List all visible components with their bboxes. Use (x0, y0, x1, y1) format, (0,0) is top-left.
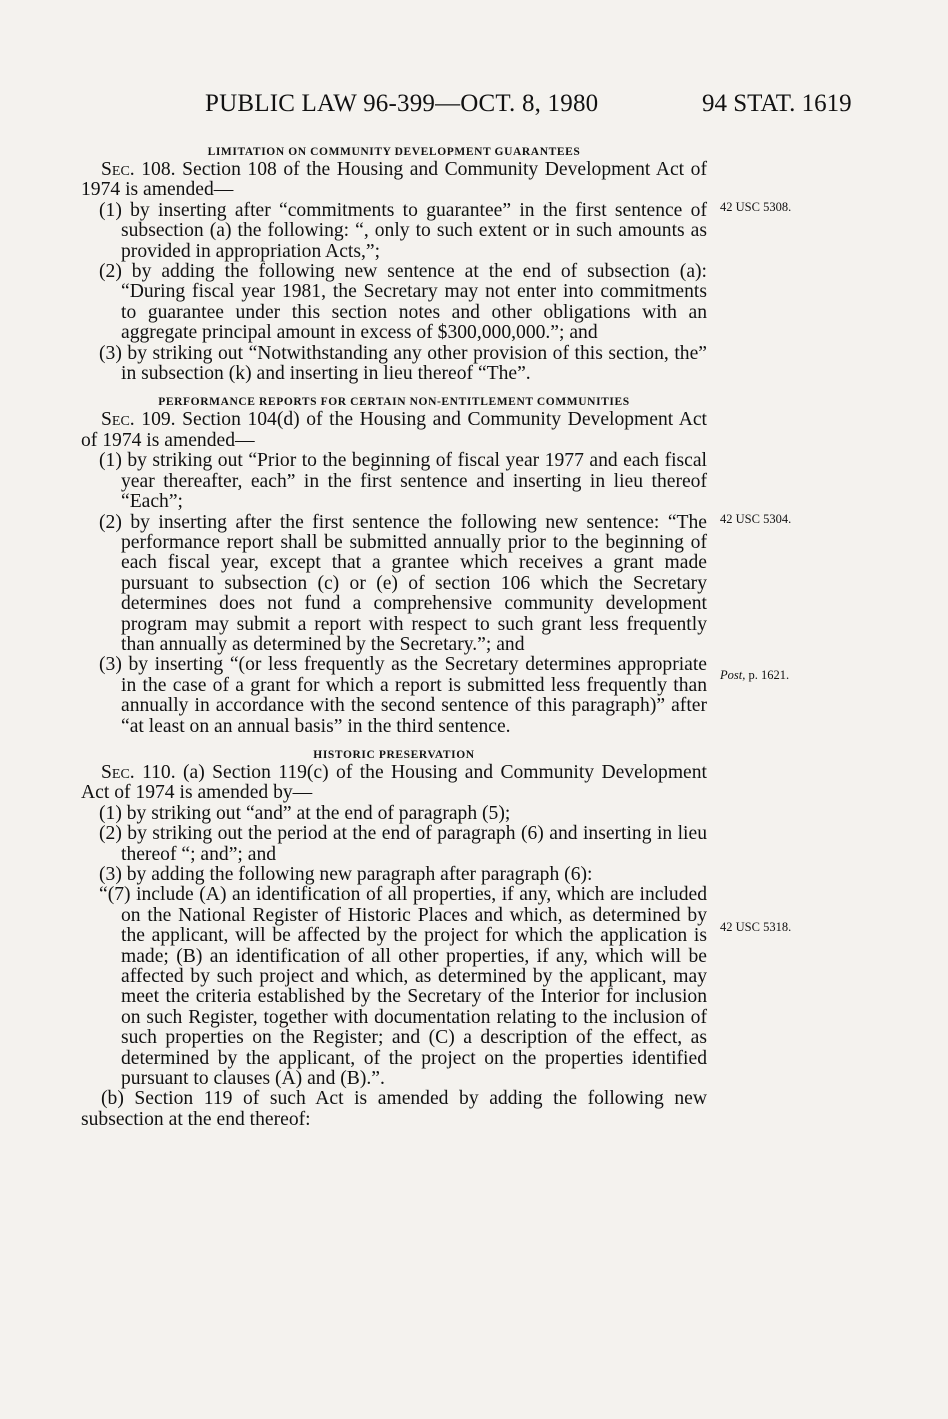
paragraph-109-3: (3) by inserting “(or less frequently as the Secretary determines appropriate in the case of a grant for which a report is submitted less frequently than annually in accordance with the second sentence of this paragraph)” after “at least on an annual basis” in the third sentence. (99, 654, 707, 737)
running-head (0, 90, 948, 130)
paragraph-109-2: (2) by inserting after the first sentence the following new sentence: “The performance report shall be submitted annually prior to the beginning of each fiscal year, except that a grantee which receives a grant made pursuant to subsection (c) or (e) of section 106 which the Secretary determines does not fund a comprehensive community development program may submit a report with respect to such grant less frequently than annually as determined by the Secretary.”; and (99, 511, 707, 655)
paragraph-110-3: (3) by adding the following new paragraph after paragraph (6): (99, 864, 593, 885)
page-header-stat: 94 STAT. 1619 (702, 90, 852, 117)
section-intro-text: 109. Section 104(d) of the Housing and Community Development Act of 1974 is amended— (81, 409, 707, 451)
paragraph-109-1: (1) by striking out “Prior to the beginning of fiscal year 1977 and each fiscal year thereafter, each” in the first sentence and inserting in lieu thereof “Each”; (99, 450, 707, 513)
page-header-title: PUBLIC LAW 96-399—OCT. 8, 1980 (205, 90, 599, 117)
page-body (81, 144, 707, 1130)
margin-note-usc-5308: 42 USC 5308. (720, 200, 792, 214)
paragraph-108-3: (3) by striking out “Notwithstanding any other provision of this section, the” in subsection (k) and inserting in lieu thereof “The”. (99, 342, 707, 385)
paragraph-110-2: (2) by striking out the period at the end of paragraph (6) and inserting in lieu thereof “; and”; and (99, 823, 707, 865)
sec-label: Sec. (101, 159, 135, 180)
paragraph-108-1: (1) by inserting after “commitments to guarantee” in the first sentence of subsection (a) the following: “, only to such extent or in such amounts as provided in appropriation Acts,”; (99, 199, 707, 262)
margin-note-post (720, 668, 789, 683)
section-heading-108: LIMITATION ON COMMUNITY DEVELOPMENT GUARANTEES (207, 146, 581, 158)
section-heading-109: PERFORMANCE REPORTS FOR CERTAIN NON-ENTITLEMENT COMMUNITIES (158, 396, 630, 409)
section-intro-text: 110. (a) Section 119(c) of the Housing and Community Development Act of 1974 is amended by— (81, 761, 707, 804)
paragraph-110-1: (1) by striking out “and” at the end of paragraph (5); (99, 802, 511, 824)
margin-note-usc-5318: 42 USC 5318. (720, 920, 792, 934)
section-intro-text: 108. Section 108 of the Housing and Community Development Act of 1974 is amended— (81, 159, 707, 201)
sec-label: Sec. (101, 761, 135, 783)
paragraph-110-b: (b) Section 119 of such Act is amended by adding the following new subsection at the end thereof: (81, 1088, 707, 1130)
section-heading-110: HISTORIC PRESERVATION (313, 748, 475, 761)
paragraph-108-2: (2) by adding the following new sentence at the end of subsection (a): “During fiscal year 1981, the Secretary may not enter into commitments to guarantee under this section notes and other obligations with an aggregate principal amount in excess of $300,000,000.”; and (99, 261, 707, 344)
section-intro-108 (81, 160, 707, 201)
sec-label: Sec. (101, 409, 135, 431)
section-intro-109 (81, 410, 707, 451)
margin-note-usc-5304: 42 USC 5304. (720, 512, 792, 526)
margin-note-post-rest: p. 1621. (745, 668, 790, 682)
paragraph-110-7: “(7) include (A) an identification of all properties, if any, which are included on the National Register of Historic Places and which, as determined by the applicant, will be affected by the project for which the application is made; (B) an identification of all other properties, if any, which will be affected by such project and which, as determined by the applicant, may meet the criteria established by the Secretary of the Interior for inclusion on such Register, together with documentation relating to the inclusion of such properties on the Register; and (C) a description of the effect, as determined by the applicant, of the project on the properties identified pursuant to clauses (A) and (B).”. (99, 884, 707, 1090)
section-intro-110 (81, 763, 707, 804)
margin-note-post-italic: Post, (720, 668, 746, 682)
